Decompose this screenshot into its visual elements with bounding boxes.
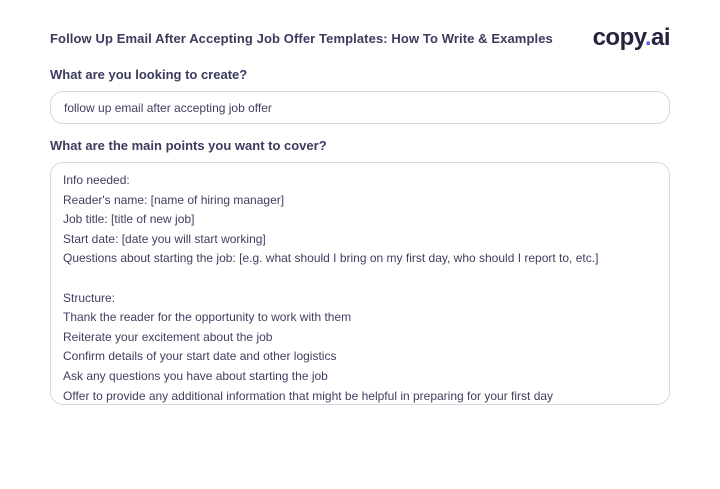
- create-question-label: What are you looking to create?: [50, 67, 248, 82]
- main-points-textarea[interactable]: [50, 162, 670, 405]
- logo-suffix: ai: [650, 24, 670, 51]
- logo-word: copy: [592, 24, 645, 51]
- logo-dot: .: [644, 24, 651, 51]
- copyai-logo: [593, 26, 670, 50]
- header: [50, 26, 670, 50]
- main-points-label: What are the main points you want to cover?: [50, 138, 327, 153]
- create-input[interactable]: [50, 91, 670, 124]
- page-title: Follow Up Email After Accepting Job Offer Templates: How To Write & Examples: [50, 30, 553, 46]
